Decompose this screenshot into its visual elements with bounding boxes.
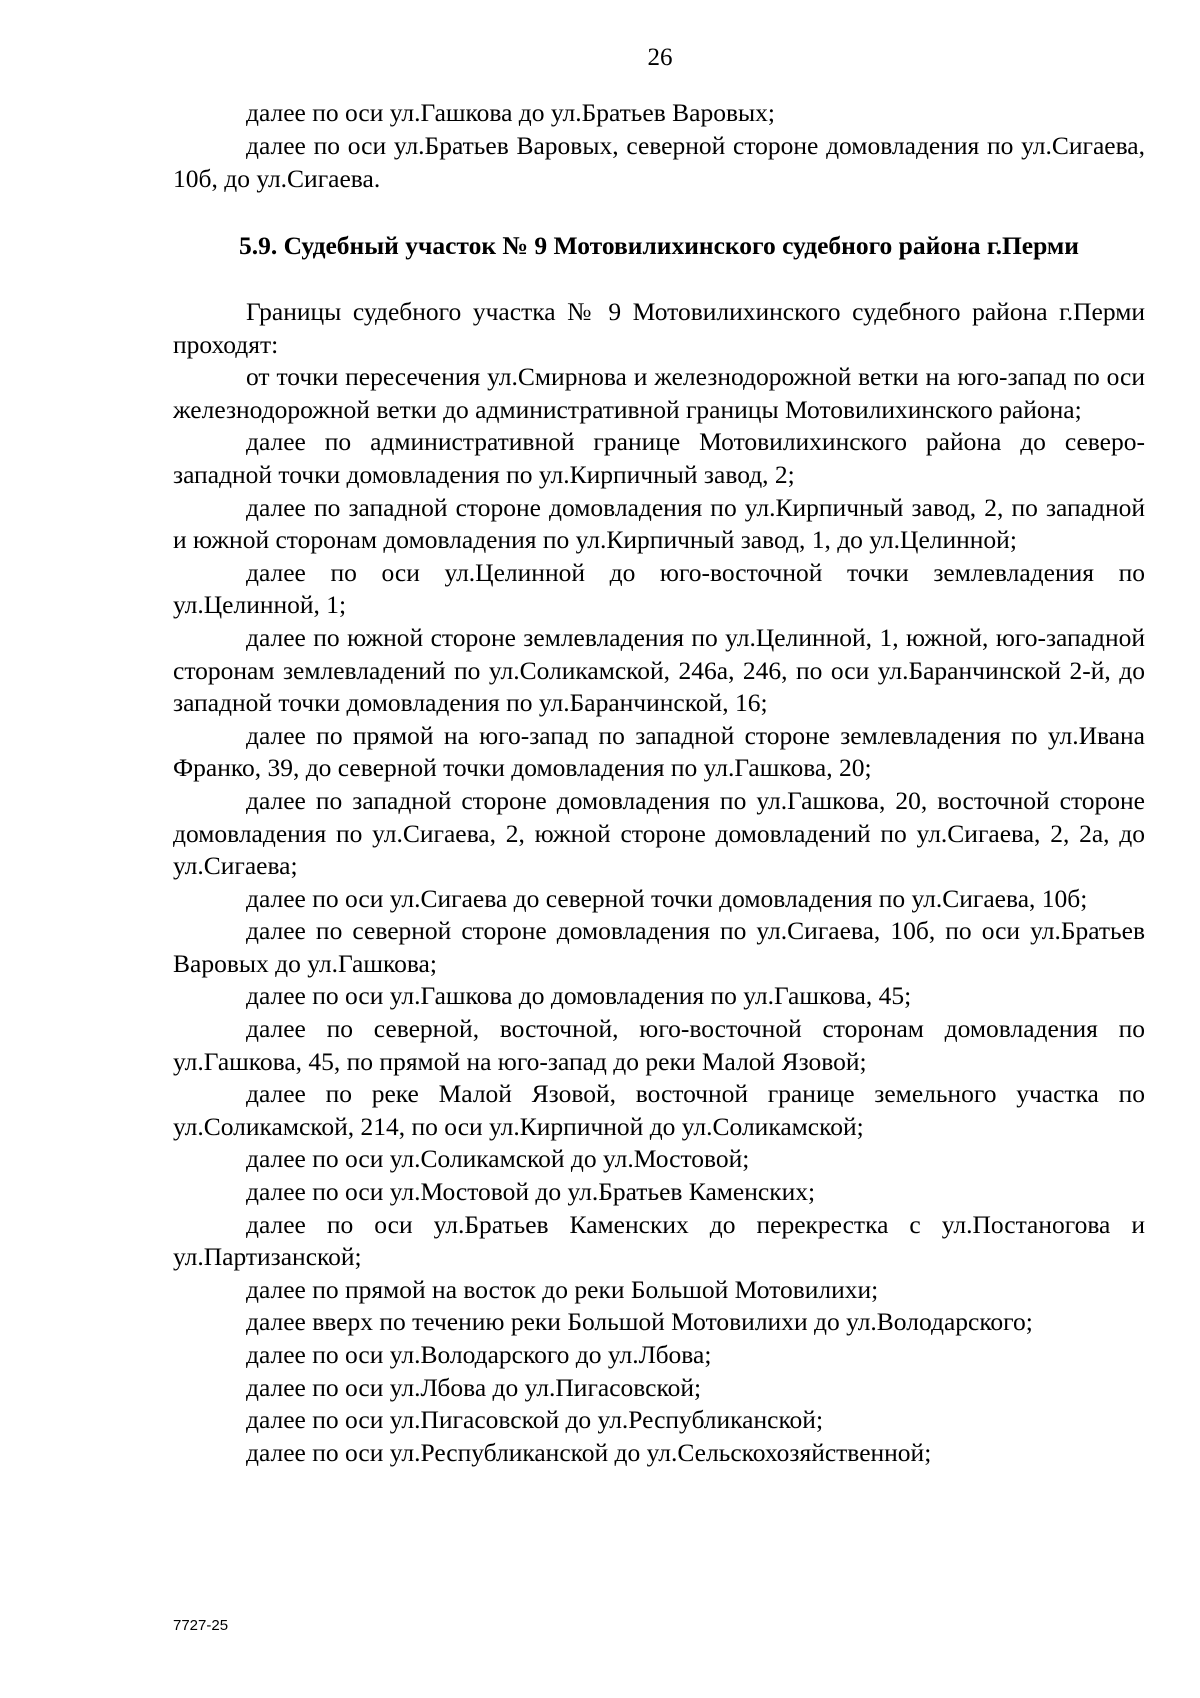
paragraph: далее по оси ул.Соликамской до ул.Мостовой;	[246, 1144, 750, 1174]
paragraph: далее вверх по течению реки Большой Мотовилихи до ул.Володарского;	[246, 1307, 1033, 1337]
paragraph: Границы судебного участка № 9 Мотовилихинского судебного района г.Перми проходят:	[173, 297, 1145, 359]
paragraph: далее по оси ул.Пигасовской до ул.Республиканской;	[246, 1405, 824, 1435]
paragraph: далее по оси ул.Сигаева до северной точки домовладения по ул.Сигаева, 10б;	[246, 883, 1088, 913]
page-number: 26	[647, 44, 673, 71]
paragraph: далее по оси ул.Мостовой до ул.Братьев Каменских;	[246, 1177, 816, 1207]
paragraph: далее по административной границе Мотовилихинского района до северо-западной точки домовладения по ул.Кирпичный завод, 2;	[173, 427, 1145, 489]
section-heading: 5.9. Судебный участок № 9 Мотовилихинского судебного района г.Перми	[239, 231, 1079, 260]
intro-text	[173, 97, 1145, 197]
paragraph: далее по западной стороне домовладения по ул.Гашкова, 20, восточной стороне домовладения по ул.Сигаева, 2, южной стороне домовладений по ул.Сигаева, 2, 2а, до ул.Сигаева;	[173, 785, 1145, 881]
section-body	[173, 296, 1145, 1469]
paragraph: далее по прямой на восток до реки Большой Мотовилихи;	[246, 1274, 879, 1304]
paragraph: далее по оси ул.Братьев Варовых, северной стороне домовладения по ул.Сигаева, 10б, до ул.Сигаева.	[173, 131, 1145, 193]
paragraph: далее по северной, восточной, юго-восточной сторонам домовладения по ул.Гашкова, 45, по прямой на юго-запад до реки Малой Язовой;	[173, 1014, 1145, 1076]
paragraph: далее по западной стороне домовладения по ул.Кирпичный завод, 2, по западной и южной сторонам домовладения по ул.Кирпичный завод, 1, до ул.Целинной;	[173, 492, 1145, 555]
paragraph: далее по оси ул.Володарского до ул.Лбова;	[246, 1340, 712, 1369]
paragraph: далее по южной стороне землевладения по ул.Целинной, 1, южной, юго-западной сторонам землевладений по ул.Соликамской, 246а, 246, по оси ул.Баранчинской 2-й, до западной точки домовладения по ул.Баранчинской, 16;	[173, 622, 1145, 718]
paragraph: далее по оси ул.Лбова до ул.Пигасовской;	[246, 1372, 702, 1402]
document-code: 7727-25	[173, 1617, 229, 1634]
paragraph: далее по оси ул.Республиканской до ул.Сельскохозяйственной;	[246, 1437, 932, 1467]
paragraph: далее по северной стороне домовладения по ул.Сигаева, 10б, по оси ул.Братьев Варовых до ул.Гашкова;	[173, 916, 1145, 978]
paragraph: далее по оси ул.Целинной до юго-восточной точки землевладения по ул.Целинной, 1;	[173, 557, 1145, 620]
paragraph: от точки пересечения ул.Смирнова и железнодорожной ветки на юго-запад по оси железнодорожной ветки до административной границы Мотовилихинского района;	[173, 362, 1145, 424]
paragraph: далее по прямой на юго-запад по западной стороне землевладения по ул.Ивана Франко, 39, до северной точки домовладения по ул.Гашкова, 20;	[173, 720, 1145, 783]
paragraph: далее по реке Малой Язовой, восточной границе земельного участка по ул.Соликамской, 214, по оси ул.Кирпичной до ул.Соликамской;	[173, 1079, 1145, 1141]
paragraph: далее по оси ул.Гашкова до домовладения по ул.Гашкова, 45;	[246, 981, 912, 1011]
paragraph: далее по оси ул.Гашкова до ул.Братьев Варовых;	[246, 98, 776, 127]
paragraph: далее по оси ул.Братьев Каменских до перекрестка с ул.Постаногова и ул.Партизанской;	[173, 1209, 1145, 1272]
